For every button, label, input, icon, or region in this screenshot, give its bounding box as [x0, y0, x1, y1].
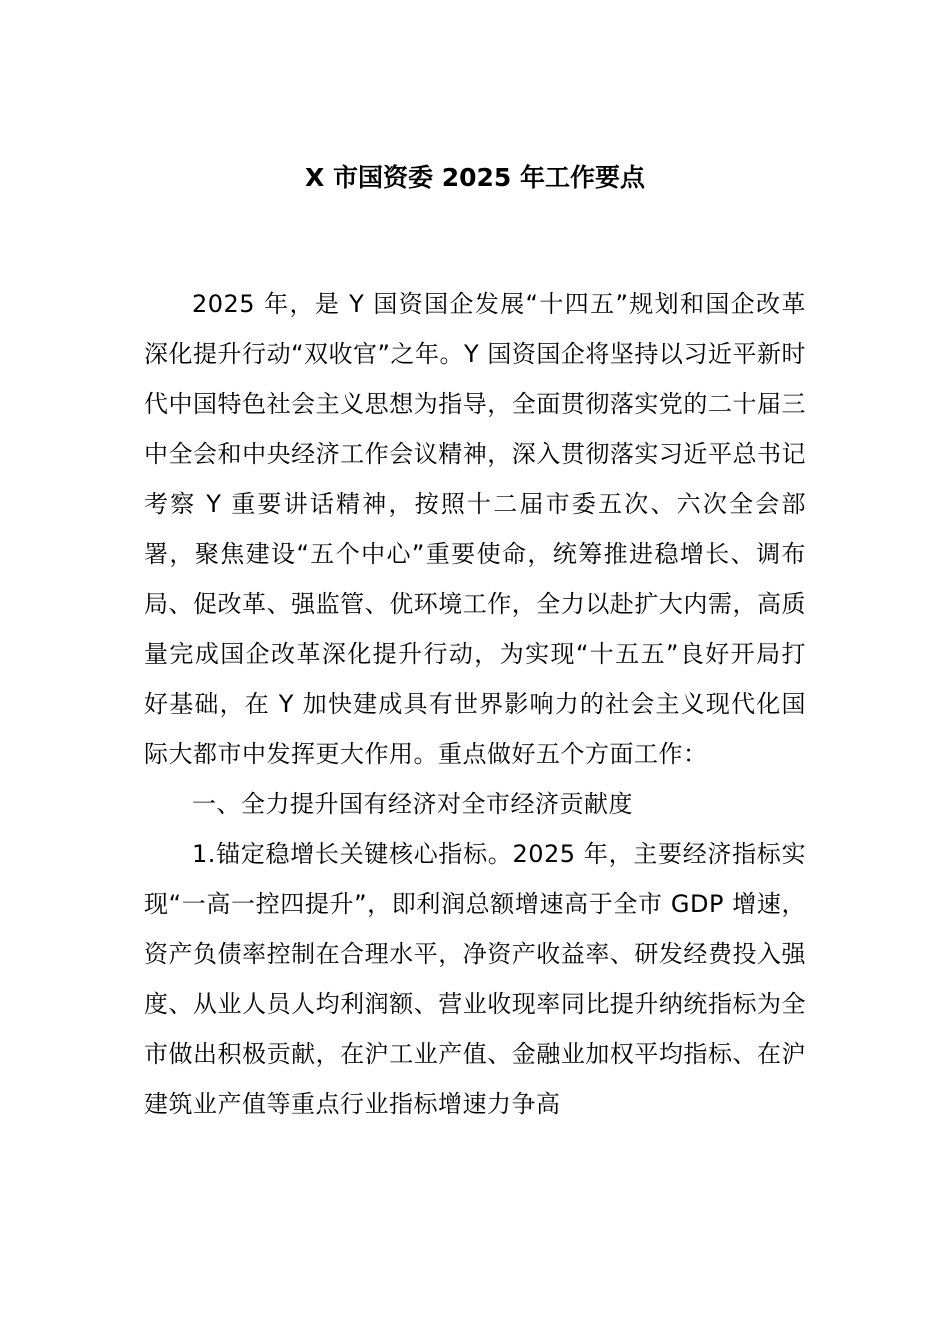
document-body — [144, 279, 806, 1129]
document-title: X 市国资委 2025 年工作要点 — [305, 163, 645, 192]
section-heading-1: 一、全力提升国有经济对全市经济贡献度 — [192, 790, 633, 818]
paragraph-intro: 2025 年，是 Y 国资国企发展“十四五”规划和国企改革深化提升行动“双收官”之年。Y 国资国企将坚持以习近平新时代中国特色社会主义思想为指导，全面贯彻落实党的二十届三中全会和中央经济工作会议精神，深入贯彻落实习近平总书记考察 Y 重要讲话精神，按照十二届市委五次、六次全会部署，聚焦建设“五个中心”重要使命，统筹推进稳增长、调布局、促改革、强监管、优环境工作，全力以赴扩大内需，高质量完成国企改革深化提升行动，为实现“十五五”良好开局打好基础，在 Y 加快建成具有世界影响力的社会主义现代化国际大都市中发挥更大作用。重点做好五个方面工作： — [144, 290, 806, 768]
paragraph-item-1: 1.锚定稳增长关键核心指标。2025 年，主要经济指标实现“一高一控四提升”，即利润总额增速高于全市 GDP 增速，资产负债率控制在合理水平，净资产收益率、研发经费投入强度、从业人员人均利润额、营业收现率同比提升纳统指标为全市做出积极贡献，在沪工业产值、金融业加权平均指标、在沪建筑业产值等重点行业指标增速力争高 — [144, 840, 806, 1118]
